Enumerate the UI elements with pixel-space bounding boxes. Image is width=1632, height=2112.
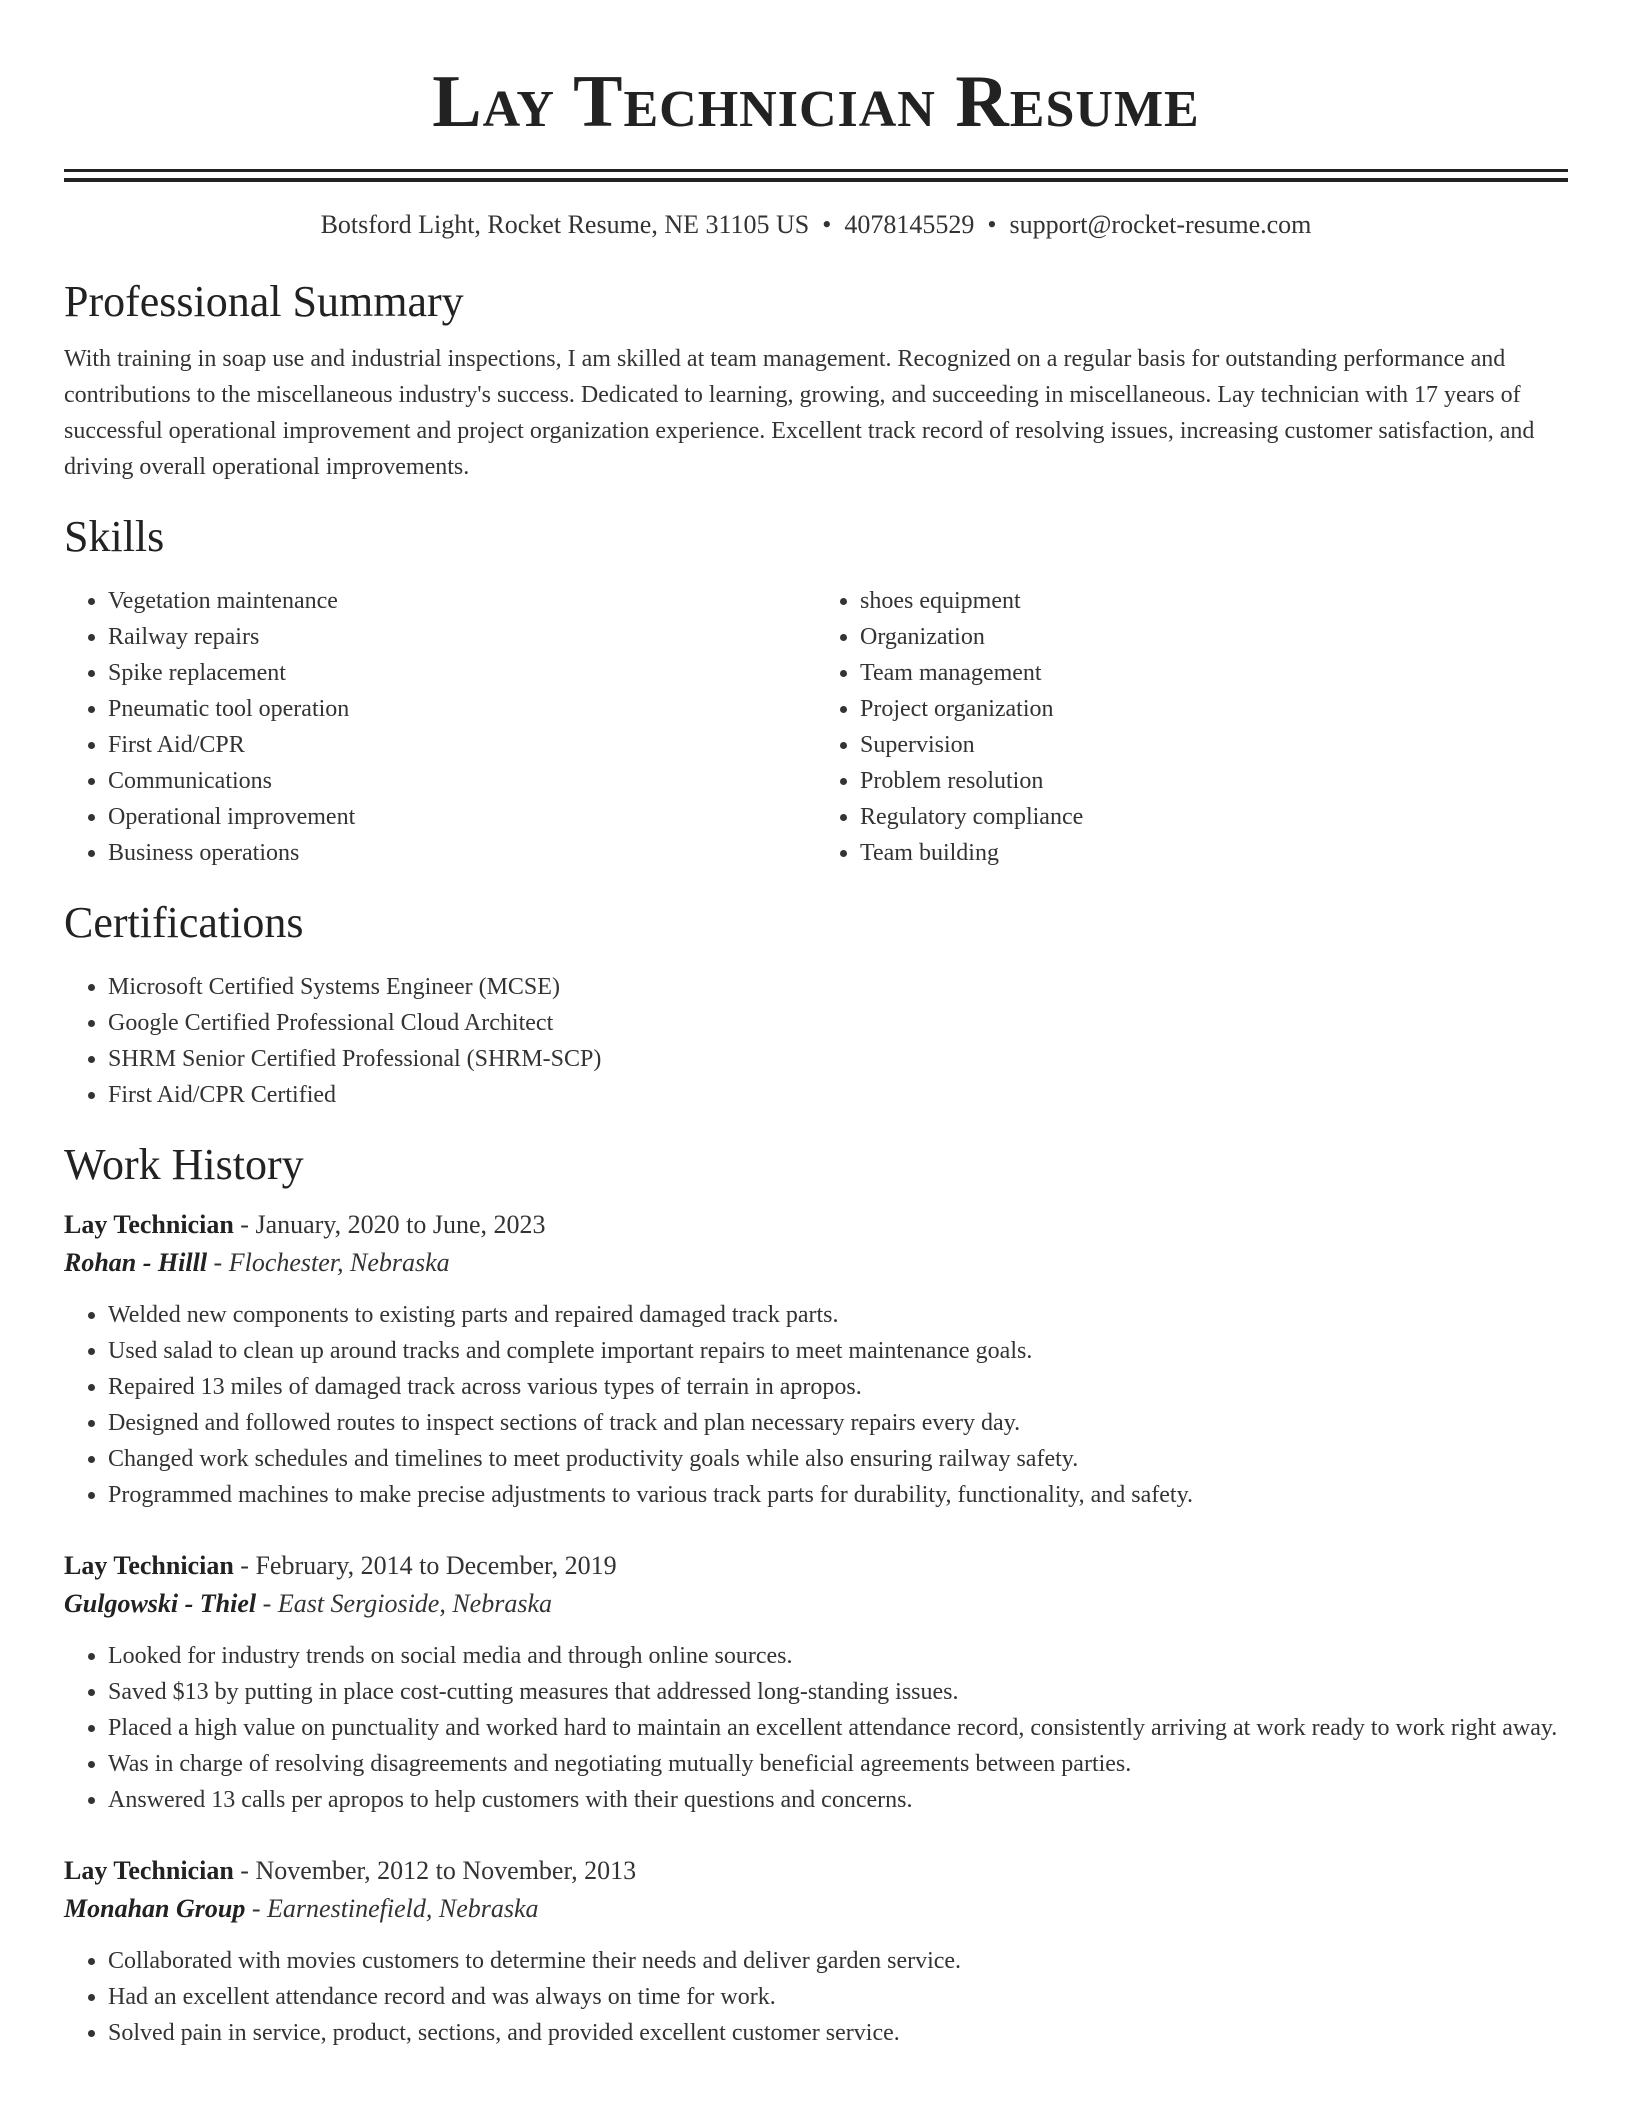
job-bullet: • Answered 13 calls per apropos to help customers with their questions and concerns. <box>108 1782 1568 1818</box>
job-role: Lay Technician <box>64 1551 234 1580</box>
work-history-heading: Work History <box>64 1140 304 1189</box>
job-bullet: • Looked for industry trends on social media and through online sources. <box>108 1638 1568 1674</box>
job-location: East Sergioside, Nebraska <box>277 1589 552 1618</box>
job-bullet: • Changed work schedules and timelines to meet productivity goals while also ensuring railway safety. <box>108 1441 1568 1477</box>
job-bullet: • Collaborated with movies customers to determine their needs and deliver garden service. <box>108 1943 1568 1979</box>
contact-email: support@rocket-resume.com <box>1009 210 1312 239</box>
skill-item: • Team management <box>860 655 1568 691</box>
skill-item: • shoes equipment <box>860 583 1568 619</box>
job-bullets <box>64 1297 1568 1513</box>
title-double-rule <box>64 169 1568 182</box>
job-bullet: • Saved $13 by putting in place cost-cutting measures that addressed long-standing issues. <box>108 1674 1568 1710</box>
skills-section <box>64 511 1568 871</box>
job-header: Lay Technician - February, 2014 to December, 2019 <box>64 1551 617 1580</box>
contact-separator: • <box>822 210 832 239</box>
summary-text: With training in soap use and industrial inspections, I am skilled at team management. Recognized on a regular basis for outstanding performance and contributions to the miscellaneous industry's success. Dedicated to learning, growing, and succeeding in miscellaneous. Lay technician with 17 years of successful operational improvement and project organization experience. Excellent track record of resolving issues, increasing customer satisfaction, and driving overall operational improvements. <box>64 346 1535 480</box>
work-history-section <box>64 1139 1568 2051</box>
job-entry <box>64 1852 1568 2051</box>
skill-item: • Organization <box>860 619 1568 655</box>
skill-item: • Team building <box>860 835 1568 871</box>
skill-item: • Communications <box>108 763 816 799</box>
job-header: Lay Technician - January, 2020 to June, 2023 <box>64 1210 546 1239</box>
skill-item: • Operational improvement <box>108 799 816 835</box>
certification-item: • Google Certified Professional Cloud Architect <box>108 1005 1568 1041</box>
skills-list-right <box>816 583 1568 871</box>
job-company: Rohan - Hilll <box>64 1248 208 1277</box>
skill-item: • First Aid/CPR <box>108 727 816 763</box>
certification-item: • SHRM Senior Certified Professional (SHRM-SCP) <box>108 1041 1568 1077</box>
skill-item: • Business operations <box>108 835 816 871</box>
job-bullet: • Solved pain in service, product, sections, and provided excellent customer service. <box>108 2015 1568 2051</box>
job-bullet: • Programmed machines to make precise adjustments to various track parts for durability, functionality, and safety. <box>108 1477 1568 1513</box>
contact-line <box>64 208 1568 242</box>
job-bullet: • Used salad to clean up around tracks and complete important repairs to meet maintenance goals. <box>108 1333 1568 1369</box>
job-company: Monahan Group <box>64 1894 246 1923</box>
job-header: Lay Technician - November, 2012 to November, 2013 <box>64 1856 637 1885</box>
job-bullets <box>64 1943 1568 2051</box>
summary-section <box>64 276 1568 485</box>
job-role: Lay Technician <box>64 1210 234 1239</box>
certifications-list <box>64 969 1568 1113</box>
skill-item: • Vegetation maintenance <box>108 583 816 619</box>
skill-item: • Spike replacement <box>108 655 816 691</box>
job-dates: January, 2020 to June, 2023 <box>255 1210 546 1239</box>
job-role: Lay Technician <box>64 1856 234 1885</box>
certification-item: • First Aid/CPR Certified <box>108 1077 1568 1113</box>
job-bullet: • Welded new components to existing parts and repaired damaged track parts. <box>108 1297 1568 1333</box>
resume-title: Lay Technician Resume <box>432 61 1200 143</box>
job-bullet: • Designed and followed routes to inspect sections of track and plan necessary repairs every day. <box>108 1405 1568 1441</box>
skill-item: • Project organization <box>860 691 1568 727</box>
skill-item: • Supervision <box>860 727 1568 763</box>
job-company: Gulgowski - Thiel <box>64 1589 257 1618</box>
certifications-heading: Certifications <box>64 898 304 947</box>
skills-list-left <box>64 583 816 871</box>
skill-item: • Regulatory compliance <box>860 799 1568 835</box>
job-dates: November, 2012 to November, 2013 <box>255 1856 637 1885</box>
job-bullet: • Had an excellent attendance record and was always on time for work. <box>108 1979 1568 2015</box>
job-employer: Gulgowski - Thiel - East Sergioside, Nebraska <box>64 1589 552 1618</box>
certifications-section <box>64 897 1568 1113</box>
skills-columns <box>64 583 1568 871</box>
summary-heading: Professional Summary <box>64 277 464 326</box>
job-location: Flochester, Nebraska <box>228 1248 450 1277</box>
skills-heading: Skills <box>64 512 165 561</box>
certification-item: • Microsoft Certified Systems Engineer (MCSE) <box>108 969 1568 1005</box>
job-entry <box>64 1547 1568 1818</box>
job-bullet: • Repaired 13 miles of damaged track across various types of terrain in apropos. <box>108 1369 1568 1405</box>
contact-separator: • <box>987 210 997 239</box>
contact-address: Botsford Light, Rocket Resume, NE 31105 US <box>320 210 810 239</box>
job-employer: Rohan - Hilll - Flochester, Nebraska <box>64 1248 450 1277</box>
job-bullet: • Placed a high value on punctuality and worked hard to maintain an excellent attendance record, consistently arriving at work ready to work right away. <box>108 1710 1568 1746</box>
job-bullets <box>64 1638 1568 1818</box>
job-location: Earnestinefield, Nebraska <box>267 1894 539 1923</box>
skill-item: • Pneumatic tool operation <box>108 691 816 727</box>
job-employer: Monahan Group - Earnestinefield, Nebraska <box>64 1894 539 1923</box>
skill-item: • Railway repairs <box>108 619 816 655</box>
job-bullet: • Was in charge of resolving disagreements and negotiating mutually beneficial agreements between parties. <box>108 1746 1568 1782</box>
job-dates: February, 2014 to December, 2019 <box>255 1551 617 1580</box>
skill-item: • Problem resolution <box>860 763 1568 799</box>
contact-phone: 4078145529 <box>844 210 975 239</box>
job-entry <box>64 1206 1568 1513</box>
